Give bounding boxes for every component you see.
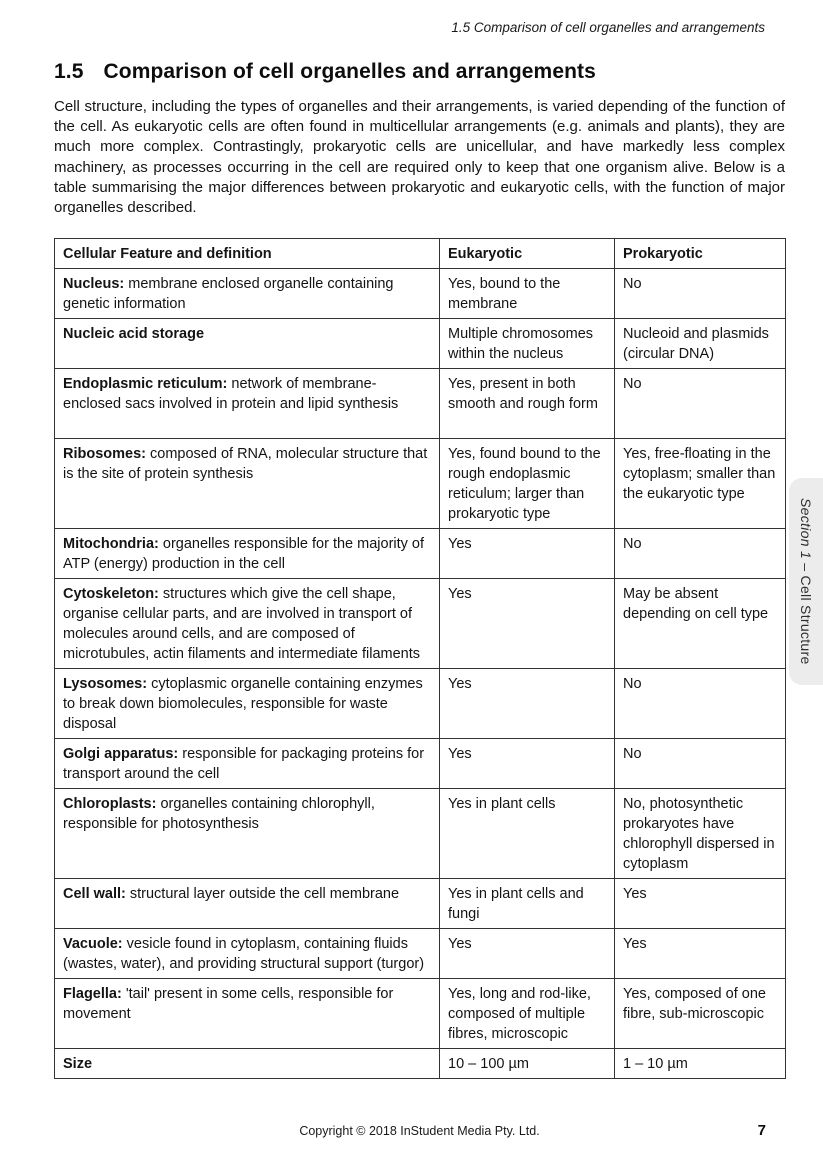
eukaryotic-cell: Yes, present in both smooth and rough form: [440, 369, 615, 439]
feature-definition: 'tail' present in some cells, responsible for movement: [63, 986, 394, 1023]
feature-cell: [55, 439, 440, 529]
feature-term: Golgi apparatus:: [63, 746, 179, 763]
prokaryotic-cell: Yes, composed of one fibre, sub-microscopic: [615, 979, 786, 1049]
eukaryotic-cell: Yes in plant cells: [440, 789, 615, 879]
feature-definition: membrane enclosed organelle containing genetic information: [63, 276, 394, 313]
prokaryotic-cell: No: [615, 369, 786, 439]
prokaryotic-cell: Nucleoid and plasmids (circular DNA): [615, 319, 786, 369]
feature-cell: [55, 789, 440, 879]
eukaryotic-cell: Yes: [440, 579, 615, 669]
feature-definition: cytoplasmic organelle containing enzymes to break down biomolecules, responsible for waste disposal: [63, 676, 423, 733]
feature-cell: [55, 579, 440, 669]
feature-term: Endoplasmic reticulum:: [63, 376, 228, 393]
prokaryotic-cell: 1 – 10 µm: [615, 1049, 786, 1079]
table-header-row: [55, 239, 786, 269]
prokaryotic-cell: Yes, free-floating in the cytoplasm; smaller than the eukaryotic type: [615, 439, 786, 529]
eukaryotic-cell: Yes: [440, 669, 615, 739]
running-header: 1.5 Comparison of cell organelles and arrangements: [451, 20, 765, 35]
table-row-mitochondria: [55, 529, 786, 579]
side-tab-label: [798, 498, 814, 665]
comparison-table: [54, 238, 786, 1079]
table-row-lysosomes: [55, 669, 786, 739]
section-number: 1.5: [54, 60, 84, 83]
prokaryotic-cell: No: [615, 529, 786, 579]
prokaryotic-cell: May be absent depending on cell type: [615, 579, 786, 669]
eukaryotic-cell: Yes, bound to the membrane: [440, 269, 615, 319]
eukaryotic-cell: Yes: [440, 529, 615, 579]
feature-cell: [55, 1049, 440, 1079]
prokaryotic-cell: No: [615, 739, 786, 789]
section-title: Comparison of cell organelles and arrangements: [103, 60, 596, 83]
table-row-size: [55, 1049, 786, 1079]
table-row-cytoskeleton: [55, 579, 786, 669]
prokaryotic-cell: No: [615, 669, 786, 739]
prokaryotic-cell: No, photosynthetic prokaryotes have chlorophyll dispersed in cytoplasm: [615, 789, 786, 879]
feature-term: Vacuole:: [63, 936, 123, 953]
feature-term: Cell wall:: [63, 886, 126, 903]
page-number: 7: [757, 1122, 766, 1139]
feature-definition: composed of RNA, molecular structure that is the site of protein synthesis: [63, 446, 428, 483]
feature-definition: vesicle found in cytoplasm, containing fluids (wastes, water), and providing structural support (turgor): [63, 936, 425, 973]
feature-cell: [55, 929, 440, 979]
table-row-nucleic-acid: [55, 319, 786, 369]
feature-definition: structural layer outside the cell membrane: [125, 886, 400, 903]
section-heading: [54, 60, 785, 84]
feature-cell: [55, 879, 440, 929]
eukaryotic-cell: Yes in plant cells and fungi: [440, 879, 615, 929]
feature-term: Nucleus:: [63, 276, 125, 293]
table-row-endoplasmic-reticulum: [55, 369, 786, 439]
feature-term: Chloroplasts:: [63, 796, 157, 813]
feature-definition: responsible for packaging proteins for transport around the cell: [63, 746, 425, 783]
column-header-prokaryotic: Prokaryotic: [615, 239, 786, 269]
feature-term: Mitochondria:: [63, 536, 159, 553]
eukaryotic-cell: Yes, found bound to the rough endoplasmic reticulum; larger than prokaryotic type: [440, 439, 615, 529]
eukaryotic-cell: Yes: [440, 929, 615, 979]
column-header-feature: Cellular Feature and definition: [55, 239, 440, 269]
feature-definition: organelles responsible for the majority of ATP (energy) production in the cell: [63, 536, 425, 573]
feature-cell: [55, 529, 440, 579]
feature-term: Lysosomes:: [63, 676, 148, 693]
table-row-golgi-apparatus: [55, 739, 786, 789]
feature-cell: [55, 319, 440, 369]
feature-cell: [55, 739, 440, 789]
side-tab-section-number: Section 1 –: [798, 498, 814, 572]
feature-term: Size: [63, 1056, 93, 1073]
prokaryotic-cell: Yes: [615, 929, 786, 979]
eukaryotic-cell: Yes, long and rod-like, composed of multiple fibres, microscopic: [440, 979, 615, 1049]
table-row-flagella: [55, 979, 786, 1049]
feature-cell: [55, 669, 440, 739]
page-content: [54, 60, 785, 1079]
table-row-ribosomes: [55, 439, 786, 529]
side-tab-section-name: Cell Structure: [798, 571, 814, 665]
feature-term: Nucleic acid storage: [63, 326, 205, 343]
eukaryotic-cell: 10 – 100 µm: [440, 1049, 615, 1079]
eukaryotic-cell: Yes: [440, 739, 615, 789]
table-row-vacuole: [55, 929, 786, 979]
column-header-eukaryotic: Eukaryotic: [440, 239, 615, 269]
copyright-text: Copyright © 2018 InStudent Media Pty. Ltd.: [299, 1124, 540, 1138]
feature-term: Flagella:: [63, 986, 122, 1003]
feature-term: Ribosomes:: [63, 446, 146, 463]
feature-definition: network of membrane-enclosed sacs involved in protein and lipid synthesis: [63, 376, 399, 413]
feature-term: Cytoskeleton:: [63, 586, 159, 603]
feature-cell: [55, 369, 440, 439]
section-side-tab: [789, 478, 823, 685]
feature-cell: [55, 269, 440, 319]
intro-paragraph: Cell structure, including the types of organelles and their arrangements, is varied depending of the function of the cell. As eukaryotic cells are often found in multicellular arrangements (e.g. animals and plants), they are much more complex. Contrastingly, prokaryotic cells are unicellular, and have markedly less complex machinery, as processes occurring in the cell are required only to keep that one organism alive. Below is a table summarising the major differences between prokaryotic and eukaryotic cells, with the function of major organelles described.: [54, 98, 785, 217]
prokaryotic-cell: No: [615, 269, 786, 319]
table-row-chloroplasts: [55, 789, 786, 879]
feature-definition: organelles containing chlorophyll, responsible for photosynthesis: [63, 796, 375, 833]
eukaryotic-cell: Multiple chromosomes within the nucleus: [440, 319, 615, 369]
table-row-nucleus: [55, 269, 786, 319]
feature-definition: structures which give the cell shape, organise cellular parts, and are involved in transport of molecules around cells, and are composed of microtubules, actin filaments and intermediate filaments: [63, 586, 421, 663]
feature-cell: [55, 979, 440, 1049]
table-row-cell-wall: [55, 879, 786, 929]
prokaryotic-cell: Yes: [615, 879, 786, 929]
